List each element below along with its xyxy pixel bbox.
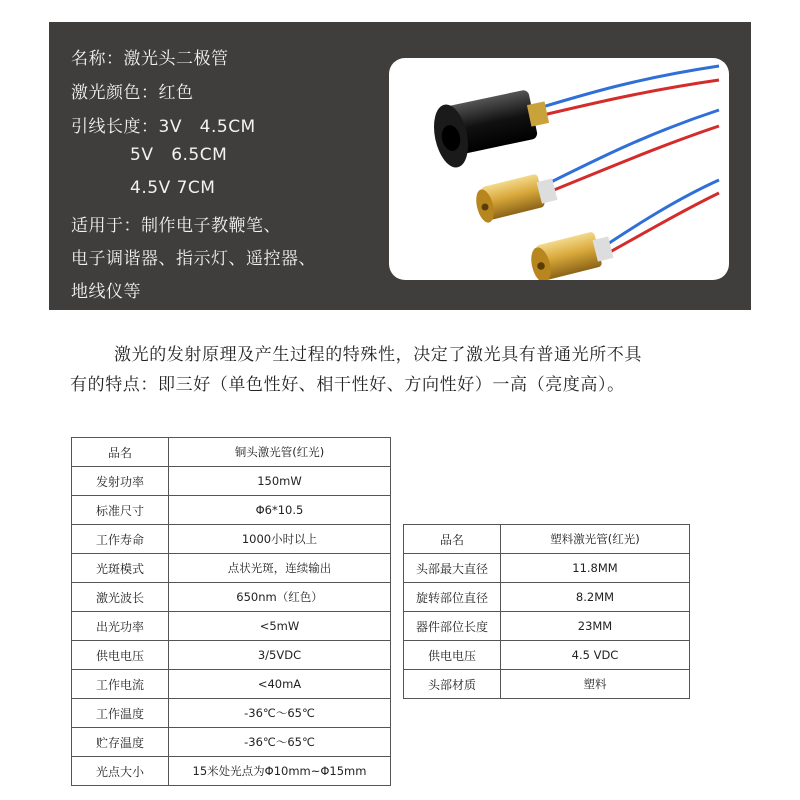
table-header-value: 塑料激光管(红光) [501,525,690,554]
spec-line-lead-3v: 引线长度：3V 4.5CM [71,117,256,137]
table-row [72,583,391,612]
row-label: 工作电流 [72,670,169,699]
plastic-laser-diode [429,89,549,170]
row-value: 150mW [169,467,391,496]
row-label: 标准尺寸 [72,496,169,525]
row-label: 工作温度 [72,699,169,728]
row-value: 1000小时以上 [169,525,391,554]
brass-laser-diode-2 [528,231,614,280]
table-header-row [404,525,690,554]
row-label: 出光功率 [72,612,169,641]
spec-line-usage-2: 电子调谐器、指示灯、遥控器、 [71,249,316,269]
table-row [404,583,690,612]
row-value: 8.2MM [501,583,690,612]
intro-line-1: 激光的发射原理及产生过程的特殊性，决定了激光具有普通光所不具 [114,345,642,365]
table-row [404,641,690,670]
row-label: 激光波长 [72,583,169,612]
spec-line-usage-1: 适用于：制作电子教鞭笔、 [71,216,281,236]
spec-line-name: 名称：激光头二极管 [71,49,229,69]
row-label: 头部材质 [404,670,501,699]
row-label: 供电电压 [72,641,169,670]
row-value: Φ6*10.5 [169,496,391,525]
row-value: 11.8MM [501,554,690,583]
table-row [72,699,391,728]
intro-line-2: 有的特点：即三好（单色性好、相干性好、方向性好）一高（亮度高）。 [70,375,625,395]
spec-line-lead-45v: 4.5V 7CM [71,178,216,198]
row-label: 光斑模式 [72,554,169,583]
table-header-value: 铜头激光管(红光) [169,438,391,467]
row-label: 工作寿命 [72,525,169,554]
row-label: 器件部位长度 [404,612,501,641]
table-header-row [72,438,391,467]
spec-line-usage-3: 地线仪等 [71,282,141,302]
row-value: 点状光斑，连续输出 [169,554,391,583]
row-value: <40mA [169,670,391,699]
table-row [72,467,391,496]
row-value: 15米处光点为Φ10mm~Φ15mm [169,757,391,786]
table-row [72,757,391,786]
row-value: 3/5VDC [169,641,391,670]
table-row [72,612,391,641]
table-row [404,554,690,583]
copper-laser-spec-table [71,437,391,786]
product-photo [389,58,729,280]
laser-diode-illustration [389,58,729,280]
row-label: 旋转部位直径 [404,583,501,612]
row-label: 头部最大直径 [404,554,501,583]
row-value: -36℃～65℃ [169,699,391,728]
row-label: 供电电压 [404,641,501,670]
row-label: 光点大小 [72,757,169,786]
table-row [404,612,690,641]
intro-paragraph [70,340,730,400]
row-label: 贮存温度 [72,728,169,757]
row-value: 23MM [501,612,690,641]
table-row [404,670,690,699]
spec-line-lead-5v: 5V 6.5CM [71,145,228,165]
row-label: 发射功率 [72,467,169,496]
table-header-label: 品名 [404,525,501,554]
row-value: 650nm（红色） [169,583,391,612]
row-value: 塑料 [501,670,690,699]
row-value: 4.5 VDC [501,641,690,670]
row-value: <5mW [169,612,391,641]
table-header-label: 品名 [72,438,169,467]
table-row [72,641,391,670]
table-row [72,496,391,525]
table-row [72,670,391,699]
spec-line-color: 激光颜色：红色 [71,83,194,103]
table-row [72,554,391,583]
plastic-laser-spec-table [403,524,690,699]
spec-panel [49,22,751,310]
row-value: -36℃～65℃ [169,728,391,757]
table-row [72,525,391,554]
brass-laser-diode-1 [473,173,557,224]
table-row [72,728,391,757]
